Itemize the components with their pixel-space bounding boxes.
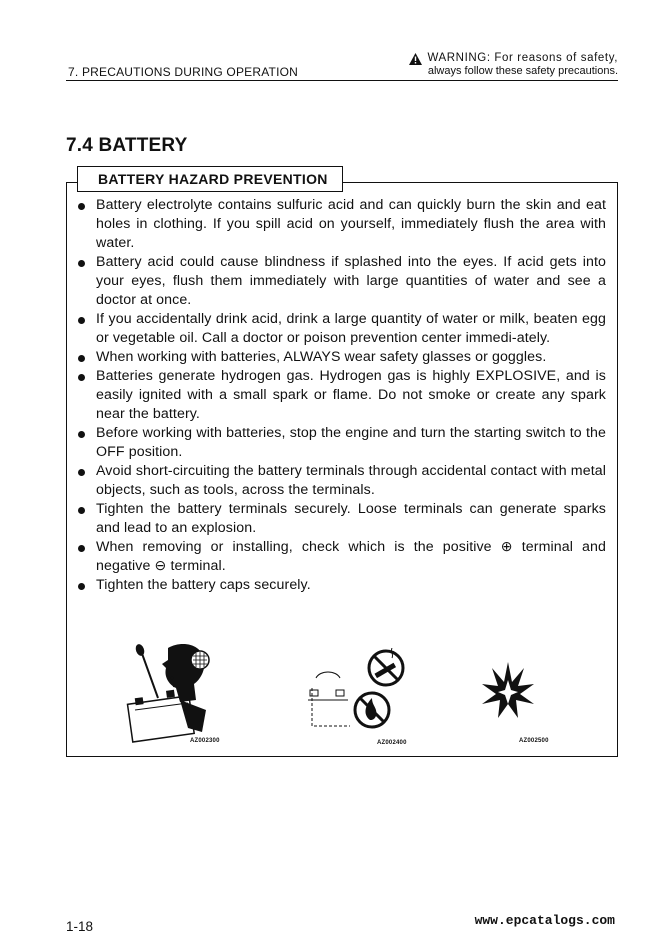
bullet-dot xyxy=(78,431,85,438)
list-item: Battery acid could cause blindness if splashed into the eyes. If acid gets into your eyes, flush them immediately with large quantities of water and see a doctor at once. xyxy=(76,253,606,310)
hazard-list xyxy=(76,196,606,595)
header-warning xyxy=(409,52,618,78)
warning-text: WARNING: For reasons of safety, xyxy=(427,52,618,64)
list-item: When removing or installing, check which is the positive ⊕ terminal and negative ⊖ terminal. xyxy=(76,538,606,576)
list-item: If you accidentally drink acid, drink a large quantity of water or milk, beaten egg or vegetable oil. Call a doctor or poison prevention center immedi-ately. xyxy=(76,310,606,348)
bullet-dot xyxy=(78,355,85,362)
bullet-dot xyxy=(78,317,85,324)
bullet-dot xyxy=(78,507,85,514)
warning-subtext: always follow these safety precautions. xyxy=(427,65,618,77)
list-item: Battery electrolyte contains sulfuric acid and can quickly burn the skin and eat holes in clothing. If you spill acid on yourself, immediately flush the area with water. xyxy=(76,196,606,253)
list-item: When working with batteries, ALWAYS wear safety glasses or goggles. xyxy=(76,348,606,367)
bullet-dot xyxy=(78,469,85,476)
figure-code: AZ002400 xyxy=(377,740,407,746)
bullet-dot xyxy=(78,583,85,590)
list-item: Before working with batteries, stop the engine and turn the starting switch to the OFF position. xyxy=(76,424,606,462)
acid-eye-hazard-illustration xyxy=(110,640,235,748)
list-item: Tighten the battery caps securely. xyxy=(76,576,606,595)
header-section: 7. PRECAUTIONS DURING OPERATION xyxy=(68,65,299,79)
bullet-dot xyxy=(78,260,85,267)
box-top-right-edge xyxy=(343,182,617,183)
list-item: Tighten the battery terminals securely. Loose terminals can generate sparks and lead to an explosion. xyxy=(76,500,606,538)
page-number: 1-18 xyxy=(66,919,94,934)
figure-code: AZ002300 xyxy=(190,738,220,744)
figure-code: AZ002500 xyxy=(519,738,549,744)
bullet-dot xyxy=(78,203,85,210)
list-item: Batteries generate hydrogen gas. Hydrogen gas is highly EXPLOSIVE, and is easily ignited with a small spark or flame. Do not smoke or create any spark near the battery. xyxy=(76,367,606,424)
explosion-icon xyxy=(478,660,538,720)
no-smoking-no-flame-illustration xyxy=(300,648,410,738)
header-rule xyxy=(66,80,618,81)
list-item: Avoid short-circuiting the battery terminals through accidental contact with metal objects, such as tools, across the terminals. xyxy=(76,462,606,500)
bullet-dot xyxy=(78,374,85,381)
box-top-left-edge xyxy=(66,182,77,183)
warning-icon xyxy=(409,53,422,65)
website-watermark: www.epcatalogs.com xyxy=(474,913,615,928)
bullet-dot xyxy=(78,545,85,552)
section-title: 7.4 BATTERY xyxy=(66,135,188,156)
box-label: BATTERY HAZARD PREVENTION xyxy=(77,166,343,192)
